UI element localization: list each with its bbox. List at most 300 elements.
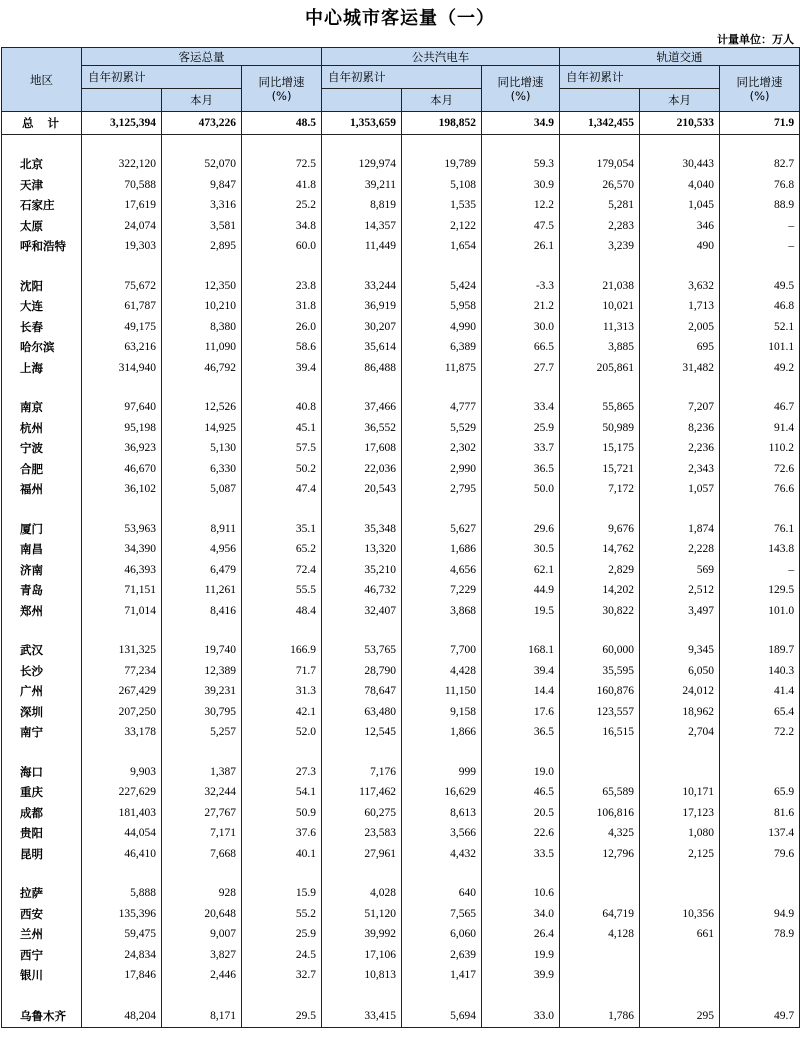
cell-bus-ytd: 60,275 [322, 803, 402, 824]
cell-total-ytd: 46,670 [82, 459, 162, 480]
cell-rail-month [640, 762, 720, 783]
cell-total-ytd: 95,198 [82, 418, 162, 439]
cell-rail-ytd: 35,595 [560, 661, 640, 682]
cell-total-month [162, 378, 242, 397]
region-cell: 拉萨 [2, 883, 82, 904]
cell-rail-month: 9,345 [640, 640, 720, 661]
cell-bus-month: 7,229 [402, 580, 482, 601]
cell-bus-month: 8,613 [402, 803, 482, 824]
cell-bus-ytd: 32,407 [322, 601, 402, 622]
table-row-spacer [2, 986, 800, 1005]
cell-bus-growth: 14.4 [482, 681, 560, 702]
cell-bus-month: 5,529 [402, 418, 482, 439]
cell-total-ytd: 135,396 [82, 904, 162, 925]
cell-rail-growth: 189.7 [720, 640, 800, 661]
region-cell: 贵阳 [2, 823, 82, 844]
table-row [2, 337, 800, 358]
cell-bus-growth: 19.5 [482, 601, 560, 622]
cell-bus-ytd [322, 743, 402, 762]
table-row [2, 1005, 800, 1028]
cell-rail-month: 2,343 [640, 459, 720, 480]
cell-bus-ytd: 4,028 [322, 883, 402, 904]
cell-rail-ytd [560, 883, 640, 904]
table-row [2, 904, 800, 925]
cell-bus-growth: 10.6 [482, 883, 560, 904]
cell-total-growth [242, 257, 322, 276]
cell-total-ytd: 97,640 [82, 397, 162, 418]
cell-bus-month: 2,990 [402, 459, 482, 480]
cell-total-growth: 34.8 [242, 216, 322, 237]
table-row [2, 945, 800, 966]
cell-total-growth [242, 378, 322, 397]
cell-rail-ytd: 64,719 [560, 904, 640, 925]
cell-rail-ytd [560, 135, 640, 155]
region-cell: 天津 [2, 175, 82, 196]
cell-rail-month: 8,236 [640, 418, 720, 439]
cell-total-ytd: 5,888 [82, 883, 162, 904]
cell-rail-month: 210,533 [640, 112, 720, 135]
cell-bus-ytd [322, 500, 402, 519]
cell-total-ytd: 267,429 [82, 681, 162, 702]
cell-total-growth: 54.1 [242, 782, 322, 803]
cell-total-ytd: 71,151 [82, 580, 162, 601]
cell-bus-ytd: 10,813 [322, 965, 402, 986]
cell-total-month: 7,668 [162, 844, 242, 865]
region-cell: 太原 [2, 216, 82, 237]
table-row [2, 539, 800, 560]
cell-rail-growth [720, 965, 800, 986]
cell-bus-month: 1,654 [402, 236, 482, 257]
region-cell: 长春 [2, 317, 82, 338]
cell-rail-month: 31,482 [640, 358, 720, 379]
cell-rail-ytd: 5,281 [560, 195, 640, 216]
region-cell: 长沙 [2, 661, 82, 682]
cell-bus-ytd: 8,819 [322, 195, 402, 216]
table-row [2, 762, 800, 783]
cell-bus-ytd: 46,732 [322, 580, 402, 601]
cell-total-growth: 25.2 [242, 195, 322, 216]
cell-total-growth: 55.2 [242, 904, 322, 925]
cell-total-growth: 15.9 [242, 883, 322, 904]
table-row [2, 418, 800, 439]
cell-total-ytd: 181,403 [82, 803, 162, 824]
cell-total-growth: 166.9 [242, 640, 322, 661]
cell-total-growth: 32.7 [242, 965, 322, 986]
cell-rail-growth: 71.9 [720, 112, 800, 135]
cell-bus-growth: 66.5 [482, 337, 560, 358]
cell-rail-growth: 88.9 [720, 195, 800, 216]
cell-bus-month: 19,789 [402, 154, 482, 175]
cell-bus-ytd: 33,244 [322, 276, 402, 297]
cell-bus-growth: 39.9 [482, 965, 560, 986]
cell-bus-ytd: 51,120 [322, 904, 402, 925]
cell-rail-ytd: 2,283 [560, 216, 640, 237]
cell-total-month [162, 864, 242, 883]
unit-label: 计量单位：万人 [717, 33, 794, 46]
cell-rail-growth: – [720, 560, 800, 581]
cell-rail-growth: 101.0 [720, 601, 800, 622]
region-cell: 郑州 [2, 601, 82, 622]
cell-rail-month: 4,040 [640, 175, 720, 196]
cell-rail-ytd: 15,175 [560, 438, 640, 459]
cell-bus-month [402, 864, 482, 883]
cell-total-growth: 42.1 [242, 702, 322, 723]
cell-total-growth: 60.0 [242, 236, 322, 257]
cell-bus-growth: 39.4 [482, 661, 560, 682]
region-cell: 深圳 [2, 702, 82, 723]
cell-bus-month: 2,302 [402, 438, 482, 459]
cell-rail-ytd: 179,054 [560, 154, 640, 175]
cell-bus-growth: 34.0 [482, 904, 560, 925]
cell-total-ytd: 53,963 [82, 519, 162, 540]
cell-rail-growth: 82.7 [720, 154, 800, 175]
region-cell [2, 257, 82, 276]
table-row [2, 560, 800, 581]
cell-total-growth: 26.0 [242, 317, 322, 338]
cell-total-growth: 24.5 [242, 945, 322, 966]
cell-total-month: 12,526 [162, 397, 242, 418]
cell-total-ytd: 33,178 [82, 722, 162, 743]
region-cell: 哈尔滨 [2, 337, 82, 358]
cell-rail-ytd: 205,861 [560, 358, 640, 379]
cell-total-month [162, 743, 242, 762]
cell-bus-ytd [322, 135, 402, 155]
cell-rail-growth: 65.4 [720, 702, 800, 723]
cell-rail-month: 6,050 [640, 661, 720, 682]
cell-bus-month: 2,795 [402, 479, 482, 500]
header-growth-rail [720, 66, 800, 112]
cell-total-ytd [82, 743, 162, 762]
header-group-total: 客运总量 [82, 48, 322, 66]
cell-bus-growth [482, 257, 560, 276]
table-row [2, 803, 800, 824]
cell-total-ytd: 24,074 [82, 216, 162, 237]
cell-total-growth: 50.9 [242, 803, 322, 824]
growth-label: 同比增速 [736, 74, 783, 89]
cell-total-growth: 29.5 [242, 1005, 322, 1028]
cell-rail-growth: 76.6 [720, 479, 800, 500]
cell-total-ytd: 48,204 [82, 1005, 162, 1028]
cell-bus-month: 1,686 [402, 539, 482, 560]
cell-bus-ytd: 17,106 [322, 945, 402, 966]
cell-bus-ytd: 13,320 [322, 539, 402, 560]
cell-bus-month: 9,158 [402, 702, 482, 723]
cell-bus-month: 3,566 [402, 823, 482, 844]
region-cell: 合肥 [2, 459, 82, 480]
cell-bus-month: 1,417 [402, 965, 482, 986]
cell-total-ytd: 46,410 [82, 844, 162, 865]
cell-total-month: 5,257 [162, 722, 242, 743]
cell-rail-ytd: 21,038 [560, 276, 640, 297]
growth-label: 同比增速 [258, 74, 305, 89]
cell-bus-month [402, 378, 482, 397]
cell-bus-growth [482, 500, 560, 519]
cell-bus-month: 198,852 [402, 112, 482, 135]
cell-bus-month [402, 257, 482, 276]
table-row [2, 965, 800, 986]
cell-bus-month: 11,875 [402, 358, 482, 379]
header-ytd-rail-spacer [560, 89, 640, 112]
cell-bus-ytd: 11,449 [322, 236, 402, 257]
cell-rail-ytd [560, 864, 640, 883]
cell-rail-ytd: 12,796 [560, 844, 640, 865]
cell-bus-ytd: 129,974 [322, 154, 402, 175]
cell-bus-growth: 33.0 [482, 1005, 560, 1028]
table-row [2, 479, 800, 500]
cell-total-month: 5,130 [162, 438, 242, 459]
cell-bus-growth: 33.4 [482, 397, 560, 418]
cell-total-ytd: 9,903 [82, 762, 162, 783]
table-row [2, 519, 800, 540]
cell-total-ytd: 75,672 [82, 276, 162, 297]
cell-total-growth: 23.8 [242, 276, 322, 297]
cell-bus-month: 4,990 [402, 317, 482, 338]
cell-rail-growth [720, 986, 800, 1005]
cell-bus-growth: 29.6 [482, 519, 560, 540]
cell-bus-ytd: 35,348 [322, 519, 402, 540]
cell-rail-growth: 91.4 [720, 418, 800, 439]
cell-total-ytd: 24,834 [82, 945, 162, 966]
cell-bus-ytd: 36,919 [322, 296, 402, 317]
cell-total-ytd: 34,390 [82, 539, 162, 560]
region-cell: 海口 [2, 762, 82, 783]
cell-total-month: 30,795 [162, 702, 242, 723]
cell-rail-growth: 110.2 [720, 438, 800, 459]
table-row [2, 216, 800, 237]
cell-total-ytd: 49,175 [82, 317, 162, 338]
growth-label: 同比增速 [497, 74, 544, 89]
cell-bus-ytd [322, 621, 402, 640]
cell-total-month: 11,261 [162, 580, 242, 601]
cell-total-month: 8,171 [162, 1005, 242, 1028]
table-row [2, 924, 800, 945]
table-row [2, 195, 800, 216]
cell-total-ytd: 71,014 [82, 601, 162, 622]
table-row [2, 236, 800, 257]
cell-bus-growth [482, 743, 560, 762]
cell-bus-month: 4,432 [402, 844, 482, 865]
cell-total-month: 32,244 [162, 782, 242, 803]
cell-rail-month: 490 [640, 236, 720, 257]
cell-rail-growth: 78.9 [720, 924, 800, 945]
cell-rail-month: 3,632 [640, 276, 720, 297]
cell-total-month: 20,648 [162, 904, 242, 925]
cell-total-ytd: 63,216 [82, 337, 162, 358]
cell-rail-growth: 65.9 [720, 782, 800, 803]
cell-total-month: 8,911 [162, 519, 242, 540]
cell-total-month: 12,350 [162, 276, 242, 297]
cell-total-growth [242, 621, 322, 640]
table-row [2, 601, 800, 622]
cell-total-month: 27,767 [162, 803, 242, 824]
table-row [2, 782, 800, 803]
cell-total-growth: 25.9 [242, 924, 322, 945]
cell-bus-growth: 50.0 [482, 479, 560, 500]
cell-bus-month: 2,639 [402, 945, 482, 966]
cell-total-month [162, 500, 242, 519]
cell-bus-month: 4,656 [402, 560, 482, 581]
cell-bus-growth: 30.0 [482, 317, 560, 338]
cell-total-month: 4,956 [162, 539, 242, 560]
cell-total-growth: 40.1 [242, 844, 322, 865]
cell-rail-month: 1,057 [640, 479, 720, 500]
cell-total-ytd [82, 986, 162, 1005]
table-row [2, 883, 800, 904]
cell-bus-growth: 34.9 [482, 112, 560, 135]
cell-rail-ytd: 26,570 [560, 175, 640, 196]
cell-total-month: 1,387 [162, 762, 242, 783]
cell-total-month: 6,330 [162, 459, 242, 480]
cell-bus-growth: 17.6 [482, 702, 560, 723]
cell-bus-growth: 168.1 [482, 640, 560, 661]
cell-rail-growth: – [720, 216, 800, 237]
cell-total-growth: 35.1 [242, 519, 322, 540]
table-row [2, 640, 800, 661]
header-ytd-total-spacer [82, 89, 162, 112]
header-ytd-rail: 自年初累计 [560, 66, 720, 89]
table-row [2, 358, 800, 379]
cell-bus-ytd: 22,036 [322, 459, 402, 480]
cell-bus-month [402, 135, 482, 155]
growth-unit: (%) [510, 88, 531, 103]
cell-total-growth: 48.4 [242, 601, 322, 622]
cell-rail-growth: 137.4 [720, 823, 800, 844]
cell-total-month: 3,827 [162, 945, 242, 966]
region-cell: 北京 [2, 154, 82, 175]
cell-rail-month: 661 [640, 924, 720, 945]
cell-rail-growth: 129.5 [720, 580, 800, 601]
cell-rail-month [640, 864, 720, 883]
cell-rail-ytd: 15,721 [560, 459, 640, 480]
region-cell: 沈阳 [2, 276, 82, 297]
table-row [2, 296, 800, 317]
passenger-volume-table [1, 47, 800, 1028]
cell-total-ytd: 322,120 [82, 154, 162, 175]
growth-unit: (%) [749, 88, 770, 103]
cell-bus-ytd: 35,614 [322, 337, 402, 358]
table-wrapper [1, 47, 799, 1028]
region-cell: 呼和浩特 [2, 236, 82, 257]
region-cell: 南昌 [2, 539, 82, 560]
cell-total-growth [242, 500, 322, 519]
cell-bus-growth [482, 135, 560, 155]
cell-rail-month [640, 986, 720, 1005]
region-cell: 济南 [2, 560, 82, 581]
cell-rail-ytd: 3,885 [560, 337, 640, 358]
cell-total-ytd: 19,303 [82, 236, 162, 257]
table-header [2, 48, 800, 112]
cell-bus-growth: 19.9 [482, 945, 560, 966]
cell-bus-ytd [322, 986, 402, 1005]
cell-rail-ytd [560, 945, 640, 966]
cell-rail-month [640, 378, 720, 397]
cell-bus-month [402, 621, 482, 640]
cell-total-ytd: 131,325 [82, 640, 162, 661]
cell-bus-month: 11,150 [402, 681, 482, 702]
cell-rail-month: 346 [640, 216, 720, 237]
cell-bus-growth: 12.2 [482, 195, 560, 216]
cell-bus-growth [482, 864, 560, 883]
cell-bus-ytd: 28,790 [322, 661, 402, 682]
region-cell: 厦门 [2, 519, 82, 540]
cell-bus-month: 2,122 [402, 216, 482, 237]
region-cell: 石家庄 [2, 195, 82, 216]
cell-bus-ytd: 117,462 [322, 782, 402, 803]
cell-total-growth: 50.2 [242, 459, 322, 480]
cell-rail-ytd: 2,829 [560, 560, 640, 581]
cell-bus-ytd: 14,357 [322, 216, 402, 237]
cell-total-growth: 39.4 [242, 358, 322, 379]
cell-rail-ytd: 4,325 [560, 823, 640, 844]
cell-bus-ytd: 17,608 [322, 438, 402, 459]
cell-total-month: 39,231 [162, 681, 242, 702]
region-cell: 上海 [2, 358, 82, 379]
cell-bus-month: 5,958 [402, 296, 482, 317]
cell-total-growth [242, 743, 322, 762]
cell-rail-ytd [560, 500, 640, 519]
cell-total-month: 46,792 [162, 358, 242, 379]
cell-rail-growth: 49.7 [720, 1005, 800, 1028]
cell-rail-growth [720, 621, 800, 640]
cell-total-growth: 57.5 [242, 438, 322, 459]
cell-bus-month [402, 500, 482, 519]
table-row-total [2, 112, 800, 135]
table-row-spacer [2, 500, 800, 519]
cell-total-growth: 47.4 [242, 479, 322, 500]
cell-rail-month [640, 135, 720, 155]
header-ytd-total: 自年初累计 [82, 66, 242, 89]
cell-rail-month: 18,962 [640, 702, 720, 723]
cell-rail-growth: 94.9 [720, 904, 800, 925]
cell-total-ytd [82, 500, 162, 519]
cell-rail-month: 24,012 [640, 681, 720, 702]
cell-total-ytd: 17,619 [82, 195, 162, 216]
cell-bus-growth: 22.6 [482, 823, 560, 844]
cell-bus-month: 6,060 [402, 924, 482, 945]
region-cell: 银川 [2, 965, 82, 986]
cell-rail-growth: 52.1 [720, 317, 800, 338]
cell-total-month: 2,895 [162, 236, 242, 257]
region-cell [2, 864, 82, 883]
region-cell: 大连 [2, 296, 82, 317]
region-cell: 武汉 [2, 640, 82, 661]
page-title: 中心城市客运量（一） [305, 8, 495, 29]
cell-rail-month: 17,123 [640, 803, 720, 824]
region-cell: 南京 [2, 397, 82, 418]
cell-bus-month: 4,428 [402, 661, 482, 682]
cell-rail-month [640, 500, 720, 519]
cell-bus-ytd: 33,415 [322, 1005, 402, 1028]
cell-total-month: 9,847 [162, 175, 242, 196]
region-cell: 西宁 [2, 945, 82, 966]
region-cell: 广州 [2, 681, 82, 702]
cell-rail-ytd: 9,676 [560, 519, 640, 540]
cell-rail-ytd [560, 621, 640, 640]
region-cell: 乌鲁木齐 [2, 1005, 82, 1028]
cell-total-month: 7,171 [162, 823, 242, 844]
cell-bus-month: 16,629 [402, 782, 482, 803]
table-row-spacer [2, 743, 800, 762]
cell-bus-month [402, 986, 482, 1005]
cell-bus-growth [482, 621, 560, 640]
cell-total-growth [242, 986, 322, 1005]
cell-bus-month: 4,777 [402, 397, 482, 418]
cell-bus-growth: 27.7 [482, 358, 560, 379]
cell-total-ytd: 44,054 [82, 823, 162, 844]
cell-rail-month: 7,207 [640, 397, 720, 418]
cell-rail-growth [720, 864, 800, 883]
cell-rail-growth [720, 378, 800, 397]
